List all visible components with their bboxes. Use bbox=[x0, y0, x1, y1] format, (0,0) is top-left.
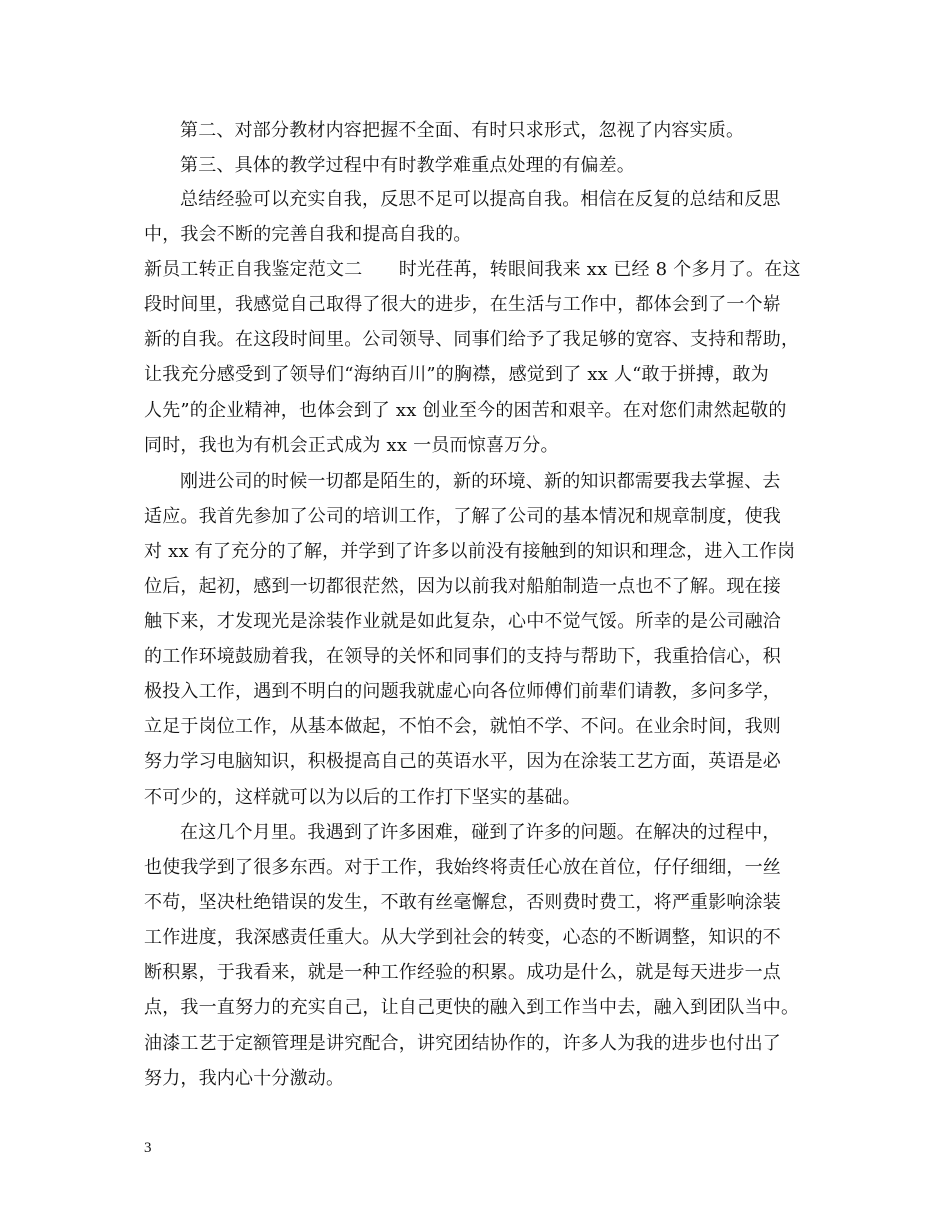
paragraph-line-21: 在这几个月里。我遇到了许多困难，碰到了许多的问题。在解决的过程中， bbox=[180, 822, 781, 843]
page-number: 3 bbox=[144, 1140, 152, 1156]
paragraph-line-26: 点，我一直努力的充实自己，让自己更快的融入到工作当中去，融入到团队当中。 bbox=[144, 997, 800, 1018]
paragraph-line-2: 第三、具体的教学过程中有时教学难重点处理的有偏差。 bbox=[180, 155, 635, 176]
paragraph-line-7: 新的自我。在这段时间里。公司领导、同事们给予了我足够的宽容、支持和帮助， bbox=[144, 329, 800, 350]
paragraph-line-12: 适应。我首先参加了公司的培训工作，了解了公司的基本情况和规章制度，使我 bbox=[144, 506, 781, 527]
paragraph-line-14: 位后，起初，感到一切都很茫然，因为以前我对船舶制造一点也不了解。现在接 bbox=[144, 576, 781, 597]
paragraph-line-19: 努力学习电脑知识，积极提高自己的英语水平，因为在涂装工艺方面，英语是必 bbox=[144, 751, 781, 772]
paragraph-line-18: 立足于岗位工作，从基本做起，不怕不会，就怕不学、不问。在业余时间，我则 bbox=[144, 716, 781, 737]
section-heading-line: 新员工转正自我鉴定范文二 时光荏苒，转眼间我来 xx 已经 8 个多月了。在这 bbox=[144, 259, 801, 280]
paragraph-line-11: 刚进公司的时候一切都是陌生的，新的环境、新的知识都需要我去掌握、去 bbox=[180, 471, 781, 492]
paragraph-line-27: 油漆工艺于定额管理是讲究配合，讲究团结协作的，许多人为我的进步也付出了 bbox=[144, 1033, 781, 1054]
paragraph-line-3: 总结经验可以充实自我，反思不足可以提高自我。相信在反复的总结和反思 bbox=[180, 189, 781, 210]
paragraph-line-13: 对 xx 有了充分的了解，并学到了许多以前没有接触到的知识和理念，进入工作岗 bbox=[144, 541, 796, 562]
paragraph-line-8: 让我充分感受到了领导们“海纳百川”的胸襟，感觉到了 xx 人“敢于拼搏，敢为 bbox=[144, 364, 769, 385]
paragraph-line-25: 断积累，于我看来，就是一种工作经验的积累。成功是什么，就是每天进步一点 bbox=[144, 962, 781, 983]
paragraph-line-20: 不可少的，这样就可以为以后的工作打下坚实的基础。 bbox=[144, 787, 581, 808]
paragraph-line-4: 中，我会不断的完善自我和提高自我的。 bbox=[144, 224, 472, 245]
paragraph-line-15: 触下来，才发现光是涂装作业就是如此复杂，心中不觉气馁。所幸的是公司融洽 bbox=[144, 611, 781, 632]
paragraph-line-10: 同时，我也为有机会正式成为 xx 一员而惊喜万分。 bbox=[144, 435, 559, 456]
paragraph-line-16: 的工作环境鼓励着我，在领导的关怀和同事们的支持与帮助下，我重拾信心，积 bbox=[144, 646, 781, 667]
paragraph-line-23: 不苟，坚决杜绝错误的发生，不敢有丝毫懈怠，否则费时费工，将严重影响涂装 bbox=[144, 892, 781, 913]
paragraph-line-9: 人先”的企业精神，也体会到了 xx 创业至今的困苦和艰辛。在对您们肃然起敬的 bbox=[144, 400, 787, 421]
paragraph-line-1: 第二、对部分教材内容把握不全面、有时只求形式，忽视了内容实质。 bbox=[180, 120, 745, 141]
paragraph-line-22: 也使我学到了很多东西。对于工作，我始终将责任心放在首位，仔仔细细，一丝 bbox=[144, 857, 781, 878]
paragraph-line-28: 努力，我内心十分激动。 bbox=[144, 1068, 345, 1089]
paragraph-line-24: 工作进度，我深感责任重大。从大学到社会的转变，心态的不断调整，知识的不 bbox=[144, 927, 781, 948]
paragraph-line-6: 段时间里，我感觉自己取得了很大的进步，在生活与工作中，都体会到了一个崭 bbox=[144, 294, 781, 315]
paragraph-line-17: 极投入工作，遇到不明白的问题我就虚心向各位师傅们前辈们请教，多问多学， bbox=[144, 681, 781, 702]
